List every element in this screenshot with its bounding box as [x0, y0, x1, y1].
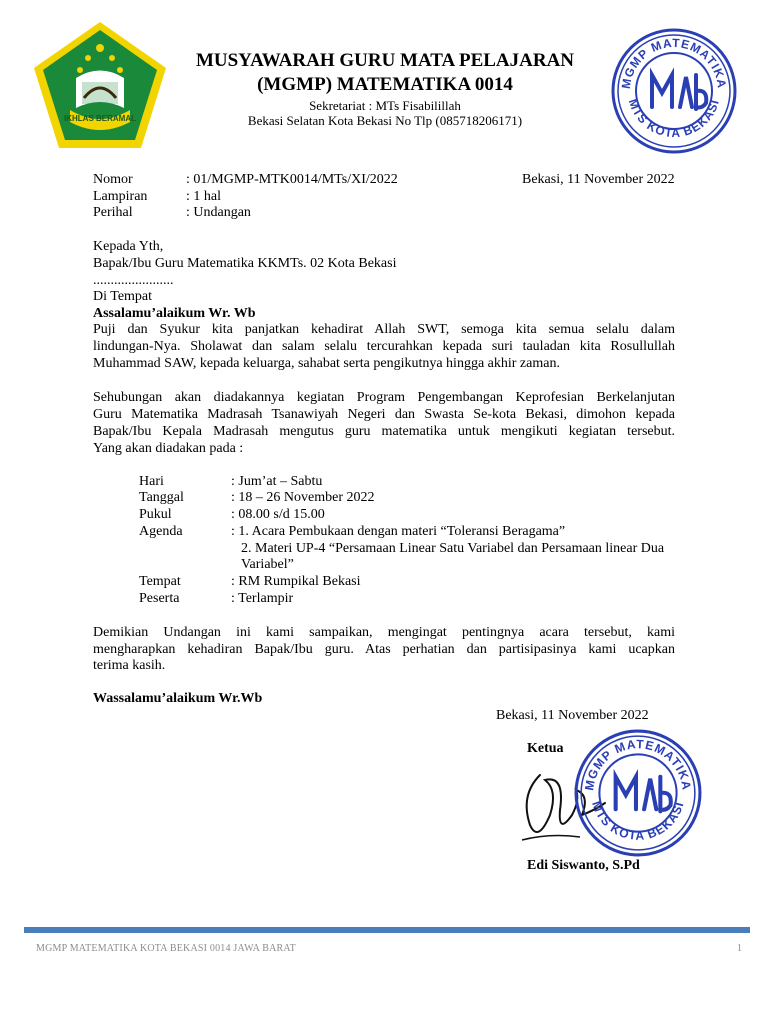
pukul-label: Pukul	[139, 507, 172, 522]
greeting: Assalamu’alaikum Wr. Wb	[93, 306, 256, 321]
peserta-label: Peserta	[139, 591, 180, 606]
lampiran-label: Lampiran	[93, 189, 148, 204]
tanggal-label: Tanggal	[139, 490, 184, 505]
paragraph1-line3: Muhammad SAW, kepada keluarga, sahabat serta pengikutnya hingga akhir zaman.	[93, 356, 560, 371]
lampiran-value: : 1 hal	[186, 189, 221, 204]
recipient-place: Di Tempat	[93, 289, 153, 304]
paragraph2-line4: Yang akan diadakan pada :	[93, 441, 244, 456]
letter-date: Bekasi, 11 November 2022	[522, 172, 675, 187]
signer-name: Edi Siswanto, S.Pd	[527, 858, 640, 873]
org-title-line2: (MGMP) MATEMATIKA 0014	[257, 74, 513, 95]
tanggal-value: : 18 – 26 November 2022	[231, 490, 375, 505]
farewell: Wassalamu’alaikum Wr.Wb	[93, 691, 263, 706]
closing-line1: Demikian Undangan ini kami sampaikan, mengingat pentingnya acara tersebut, kami	[93, 625, 675, 640]
agenda-item-2-line2: Variabel”	[241, 557, 294, 572]
peserta-value: : Terlampir	[231, 591, 294, 606]
svg-text:MTS KOTA BEKASI: MTS KOTA BEKASI	[625, 97, 722, 141]
address: Bekasi Selatan Kota Bekasi No Tlp (085718206171)	[247, 113, 523, 128]
svg-text:MGMP MATEMATIKA: MGMP MATEMATIKA	[618, 35, 730, 90]
nomor-label: Nomor	[93, 172, 133, 187]
footer-divider	[24, 927, 750, 933]
page-number: 1	[737, 943, 742, 954]
perihal-value: : Undangan	[186, 205, 251, 220]
paragraph2-line3: Bapak/Ibu Kepala Madrasah mengutus guru matematika untuk mengikuti kegiatan tersebut.	[93, 424, 675, 439]
recipient-dots: .......................	[93, 273, 174, 288]
paragraph1-line1: Puji dan Syukur kita panjatkan kehadirat Allah SWT, semoga kita semua selalu dalam	[93, 322, 675, 337]
signer-role: Ketua	[527, 741, 564, 756]
closing-line3: terima kasih.	[93, 658, 166, 673]
hari-label: Hari	[139, 474, 164, 489]
agenda-label: Agenda	[139, 524, 183, 539]
closing-date: Bekasi, 11 November 2022	[496, 708, 649, 723]
paragraph1-line2: lindungan-Nya. Sholawat dan salam selalu tercurahkan kepada suri tauladan kita Rosullullah	[93, 339, 675, 354]
org-title-line1: MUSYAWARAH GURU MATA PELAJARAN	[195, 50, 575, 71]
tempat-value: : RM Rumpikal Bekasi	[231, 574, 361, 589]
pukul-value: : 08.00 s/d 15.00	[231, 507, 325, 522]
logo-ribbon-text: IKHLAS BERAMAL	[64, 114, 136, 123]
mgmp-stamp-logo	[610, 27, 738, 155]
paragraph2-line2: Guru Matematika Madrasah Tsanawiyah Negeri dan Swasta Se-kota Bekasi, dimohon kepada	[93, 407, 675, 422]
recipient-salutation: Kepada Yth,	[93, 239, 164, 254]
nomor-value: : 01/MGMP-MTK0014/MTs/XI/2022	[186, 172, 398, 187]
closing-line2: mengharapkan kehadiran Bapak/Ibu guru. Atas perhatian dan partisipasinya kami ucapkan	[93, 642, 675, 657]
svg-text:MGMP MATEMATIKA: MGMP MATEMATIKA	[582, 737, 694, 792]
agenda-item-2-line1: 2. Materi UP-4 “Persamaan Linear Satu Variabel dan Persamaan linear Dua	[241, 541, 665, 556]
svg-text:MTS KOTA BEKASI: MTS KOTA BEKASI	[589, 799, 687, 843]
agenda-item-1: : 1. Acara Pembukaan dengan materi “Toleransi Beragama”	[231, 524, 566, 539]
secretariat: Sekretariat : MTs Fisabilillah	[309, 98, 461, 113]
tempat-label: Tempat	[139, 574, 181, 589]
mgmp-stamp-signature	[573, 728, 703, 858]
recipient-name: Bapak/Ibu Guru Matematika KKMTs. 02 Kota Bekasi	[93, 256, 397, 271]
paragraph2-line1: Sehubungan akan diadakannya kegiatan Program Pengembangan Keprofesian Berkelanjutan	[93, 390, 675, 405]
hari-value: : Jum’at – Sabtu	[231, 474, 323, 489]
perihal-label: Perihal	[93, 205, 133, 220]
kemenag-logo	[30, 18, 170, 153]
footer-text: MGMP MATEMATIKA KOTA BEKASI 0014 JAWA BARAT	[36, 943, 296, 954]
